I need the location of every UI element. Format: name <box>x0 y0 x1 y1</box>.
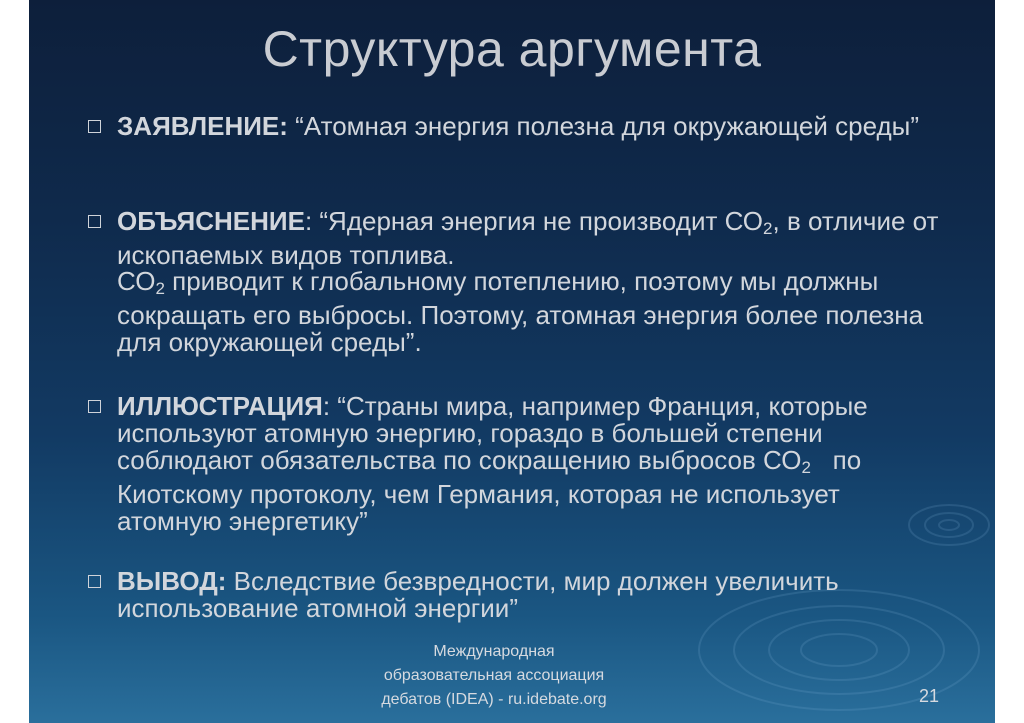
bullet-text: по Киотскому протоколу, чем Германия, которая не использует атомную энергетику” <box>117 445 869 536</box>
paragraph-text: приводит к глобальному потеплению, поэтому мы должны сокращать его выбросы. Поэтому, атомная энергия более полезна для окружающей среды”. <box>117 266 924 357</box>
subscript: 2 <box>801 458 811 477</box>
explanation-paragraph <box>117 268 957 356</box>
bullet-claim <box>88 113 948 140</box>
subscript: 2 <box>155 279 165 298</box>
bullet-keyword: ВЫВОД: <box>117 566 227 596</box>
page-number: 21 <box>919 686 940 706</box>
bullet-text: : “Ядерная энергия не производит СО <box>304 206 764 236</box>
footer-credit <box>369 640 619 712</box>
slide <box>29 0 995 723</box>
bullet-text: “Атомная энергия полезна для окружающей среды” <box>287 111 919 141</box>
bullet-box-icon <box>88 400 101 413</box>
bullet-text: Вследствие безвредности, мир должен увеличить использование атомной энергии” <box>117 566 839 623</box>
footer-line: образовательная ассоциация <box>383 667 605 684</box>
bullet-illustration <box>88 393 948 535</box>
subscript: 2 <box>763 219 773 238</box>
slide-title: Структура аргумента <box>262 21 762 77</box>
bullet-explanation <box>88 208 948 269</box>
footer-line: дебатов (IDEA) - ru.idebate.org <box>381 691 607 708</box>
bullet-box-icon <box>88 120 101 133</box>
bullet-text: , в отличие от ископаемых видов топлива. <box>117 206 939 270</box>
footer-line: Международная <box>433 643 555 660</box>
bullet-keyword: ИЛЛЮСТРАЦИЯ <box>117 391 323 421</box>
bullet-conclusion <box>88 568 948 622</box>
bullet-keyword: ЗАЯВЛЕНИЕ: <box>117 111 288 141</box>
paragraph-text: СО <box>117 266 156 296</box>
bullet-box-icon <box>88 575 101 588</box>
bullet-keyword: ОБЪЯСНЕНИЕ <box>117 206 305 236</box>
bullet-box-icon <box>88 215 101 228</box>
bullet-text: : “Страны мира, например Франция, которые используют атомную энергию, гораздо в большей степени соблюдают обязательства по сокращению выбросов СО <box>117 391 868 475</box>
